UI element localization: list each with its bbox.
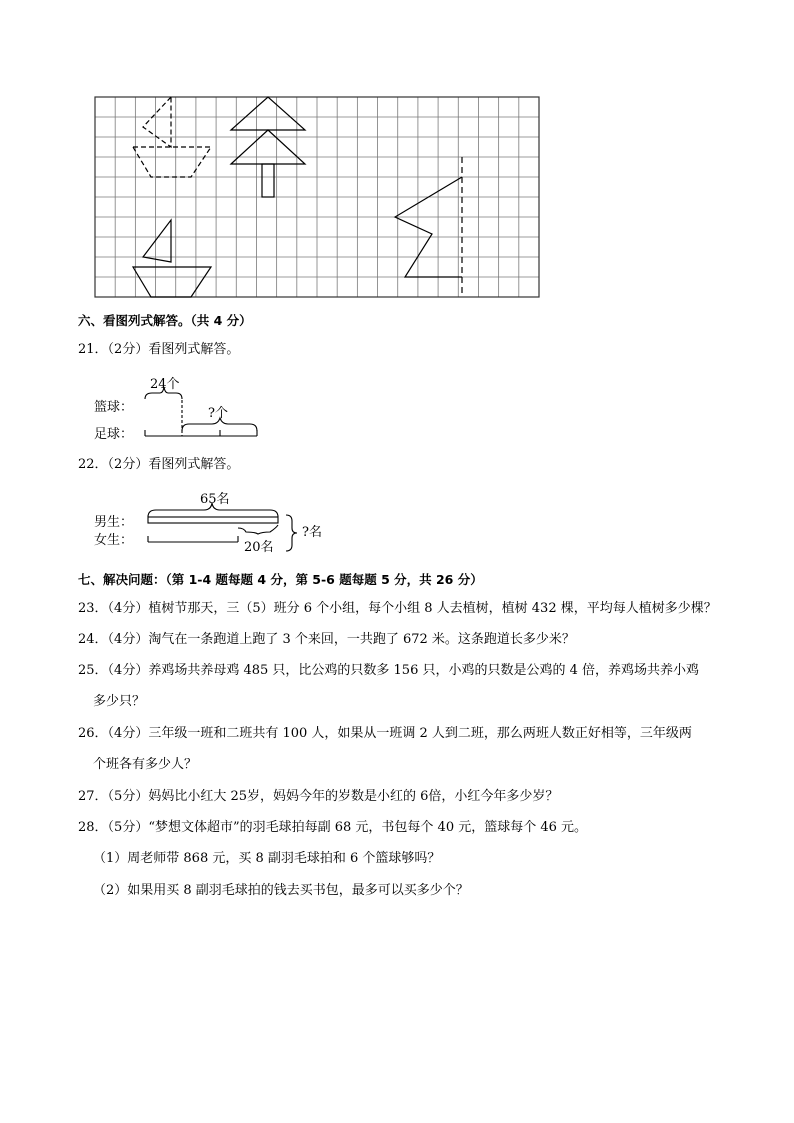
q22-value-unknown: ?名 (302, 525, 322, 540)
q22-label-boys: 男生： (94, 515, 134, 530)
q21-label-football: 足球： (94, 427, 134, 442)
q24: 24．（4分）淘气在一条跑道上跑了 3 个来回，一共跑了 672 米。这条跑道长多少米？ (78, 632, 575, 647)
q22-right-brace (286, 515, 297, 551)
q23: 23．（4分）植树节那天，三（5）班分 6 个小组，每个小组 8 人去植树，植树 432 棵，平均每人植树多少棵？ (78, 601, 717, 616)
section6-title: 六、看图列式解答。（共 4 分） (78, 313, 252, 328)
q25-line2: 多少只？ (93, 694, 146, 709)
section7-title: 七、解决问题：（第 1-4 题每题 4 分，第 5-6 题每题 5 分，共 26 分） (78, 572, 483, 587)
q22-value-total: 65名 (200, 492, 230, 507)
q25-line1: 25．（4分）养鸡场共养母鸡 485 只，比公鸡的只数多 156 只，小鸡的只数是公鸡的 4 倍，养鸡场共养小鸡 (78, 663, 700, 678)
q22-label-girls: 女生： (94, 533, 134, 548)
q22-value-diff: 20名 (244, 540, 274, 555)
q21-stem: 21．（2分）看图列式解答。 (78, 342, 240, 357)
q21-label-basketball: 篮球： (94, 400, 134, 415)
q26-line2: 个班各有多少人？ (93, 757, 198, 772)
q28-sub1: （1）周老师带 868 元，买 8 副羽毛球拍和 6 个篮球够吗？ (93, 851, 441, 866)
q22-top-brace (148, 503, 278, 517)
q22-boys-bar (148, 517, 278, 523)
q21-value-unknown: ?个 (208, 406, 228, 421)
q21-value-top: 24个 (150, 377, 180, 392)
q27: 27．（5分）妈妈比小红大 25岁，妈妈今年的岁数是小红的 6倍，小红今年多少岁？ (78, 789, 559, 804)
q22-diff-brace (238, 525, 278, 534)
q22-stem: 22．（2分）看图列式解答。 (78, 457, 240, 472)
q26-line1: 26．（4分）三年级一班和二班共有 100 人，如果从一班调 2 人到二班，那么两班人数正好相等，三年级两 (78, 726, 692, 741)
q28-sub2: （2）如果用买 8 副羽毛球拍的钱去买书包，最多可以买多少个？ (93, 883, 469, 898)
q28: 28．（5分）“梦想文体超市”的羽毛球拍每副 68 元，书包每个 40 元，篮球每个 46 元。 (78, 820, 588, 835)
